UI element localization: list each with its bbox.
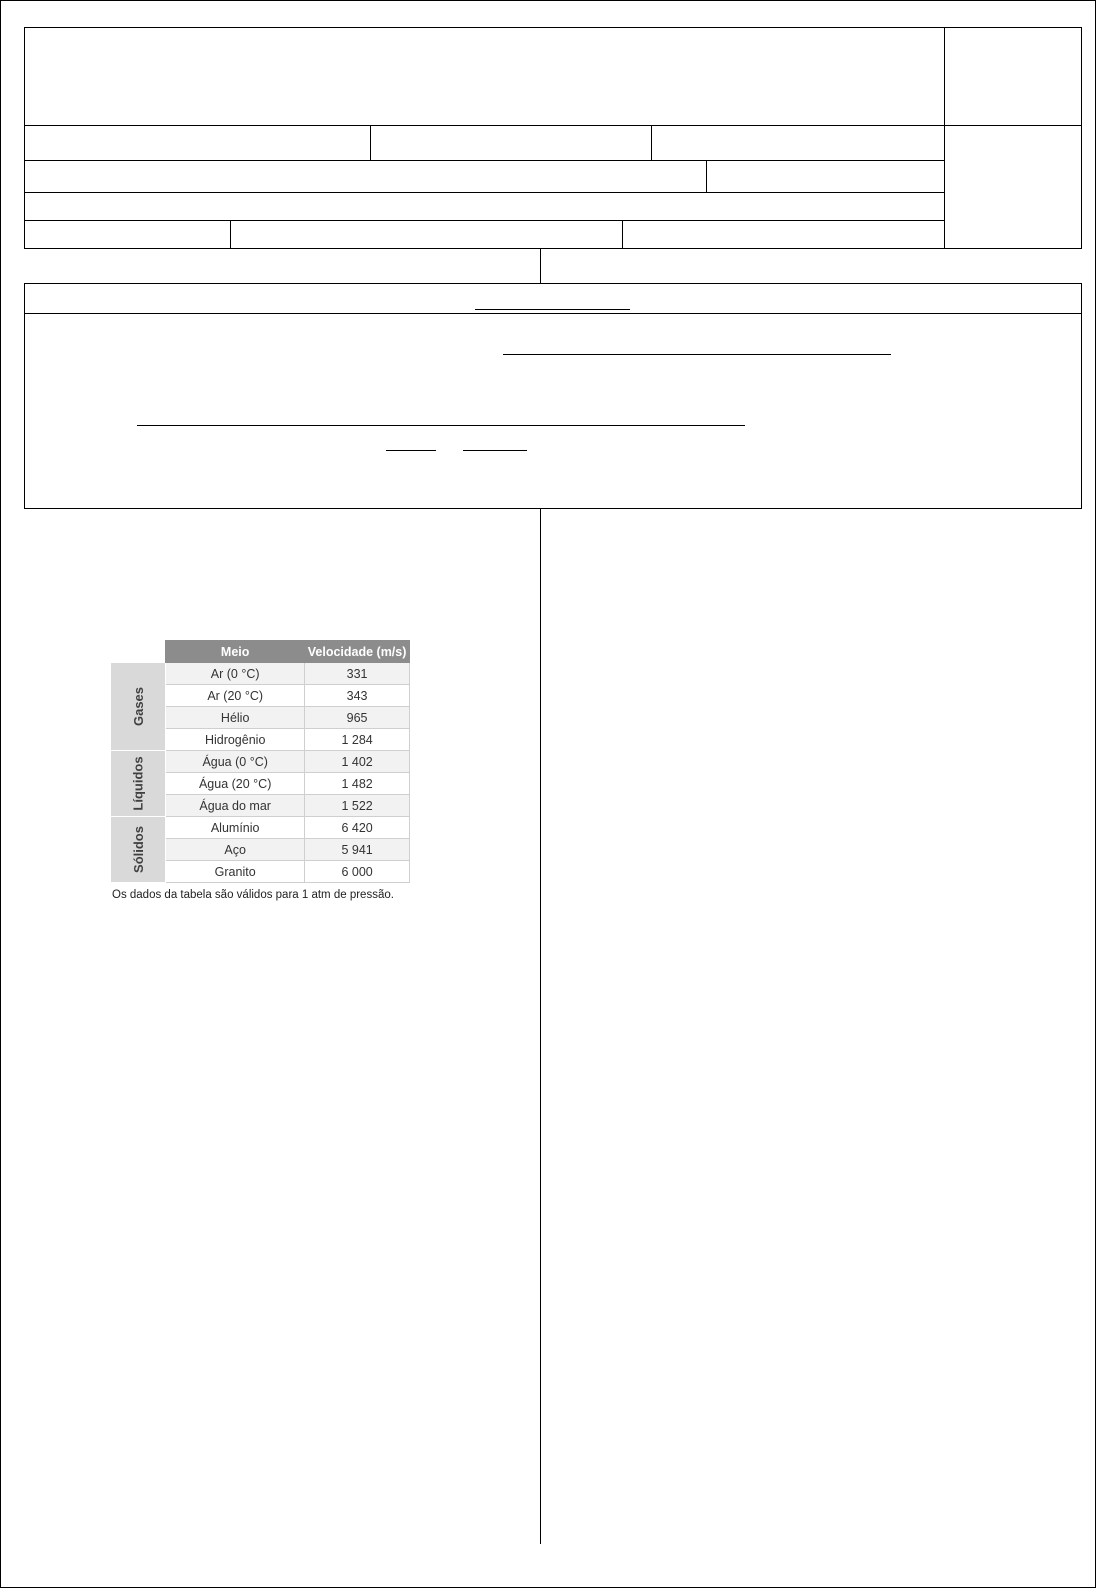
column-header-speed: Velocidade (m/s): [305, 641, 410, 663]
sound-speed-table-figure: [110, 640, 416, 901]
header-cell-divider: [622, 220, 623, 249]
column-header-medium: Meio: [166, 641, 305, 663]
header-form-grid: [24, 27, 1082, 249]
header-row-line-2: [24, 160, 944, 161]
instructions-underline-4: [463, 450, 527, 451]
instructions-title-underline: [475, 309, 630, 310]
instructions-underline-2: [137, 425, 745, 426]
table-row: [111, 751, 410, 773]
medium-cell: Hidrogênio: [166, 729, 305, 751]
header-cell-divider: [706, 160, 707, 192]
instructions-box: [24, 283, 1082, 509]
speed-cell: 6 000: [305, 861, 410, 883]
medium-cell: Água (0 °C): [166, 751, 305, 773]
header-row-line-3: [24, 192, 944, 193]
medium-cell: Aço: [166, 839, 305, 861]
header-cell-divider: [230, 220, 231, 249]
table-row: [111, 663, 410, 685]
sound-speed-table: [110, 640, 410, 883]
group-label-gases: Gases: [111, 663, 166, 751]
header-row-line-4: [24, 220, 944, 221]
medium-cell: Granito: [166, 861, 305, 883]
table-caption: Os dados da tabela são válidos para 1 atm de pressão.: [112, 889, 394, 901]
header-logo-hline: [944, 125, 1082, 126]
medium-cell: Ar (0 °C): [166, 663, 305, 685]
table-row: [111, 817, 410, 839]
instructions-underline-1: [503, 354, 891, 355]
speed-cell: 343: [305, 685, 410, 707]
instructions-underline-3: [386, 450, 436, 451]
speed-cell: 965: [305, 707, 410, 729]
group-label-liquidos: Líquidos: [111, 751, 166, 817]
speed-cell: 1 482: [305, 773, 410, 795]
header-cell-divider: [651, 125, 652, 160]
speed-cell: 1 284: [305, 729, 410, 751]
speed-cell: 6 420: [305, 817, 410, 839]
header-row-line-1: [24, 125, 944, 126]
header-logo-divider: [944, 27, 945, 249]
medium-cell: Alumínio: [166, 817, 305, 839]
column-divider: [540, 509, 541, 1544]
speed-cell: 331: [305, 663, 410, 685]
speed-cell: 5 941: [305, 839, 410, 861]
group-label-solidos: Sólidos: [111, 817, 166, 883]
split-row-divider: [540, 249, 541, 283]
header-cell-divider: [370, 125, 371, 160]
instructions-title-line: [24, 313, 1082, 314]
medium-cell: Ar (20 °C): [166, 685, 305, 707]
medium-cell: Água (20 °C): [166, 773, 305, 795]
medium-cell: Água do mar: [166, 795, 305, 817]
speed-cell: 1 402: [305, 751, 410, 773]
speed-cell: 1 522: [305, 795, 410, 817]
medium-cell: Hélio: [166, 707, 305, 729]
